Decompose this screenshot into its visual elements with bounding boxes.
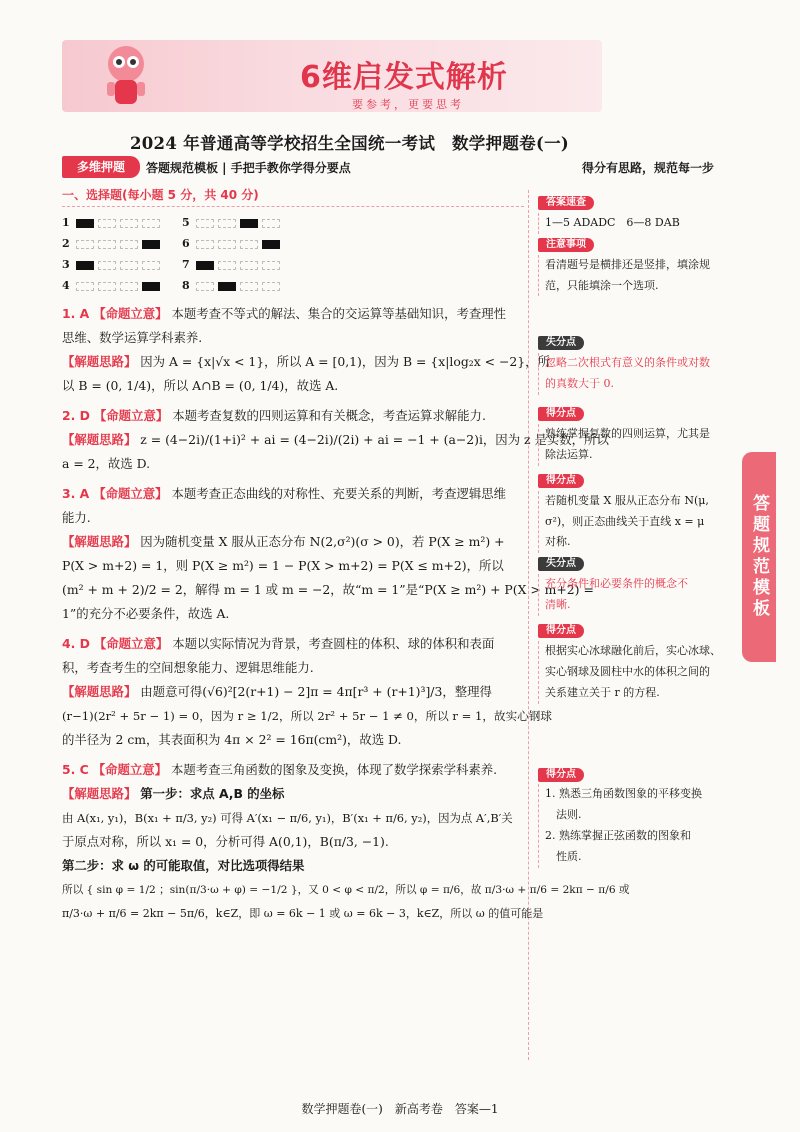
answer-row [62, 276, 182, 296]
step-heading: 第一步：求点 A,B 的坐标 [140, 786, 285, 801]
approach-tag: 【解题思路】 [62, 684, 137, 699]
answer-number: 5 [182, 215, 190, 229]
solution-text: 能力. [62, 510, 91, 525]
answer-number: 2 [62, 236, 70, 250]
score-point-heading: 得分点 [538, 624, 584, 638]
score-point-heading: 得分点 [538, 768, 584, 782]
score-point-text: 1. 熟悉三角函数图象的平移变换 [545, 787, 702, 801]
solution-text: π/3·ω + π/6 = 2kπ − 5π/6，k∈Z，即 ω = 6k − 1 或 ω = 6k − 3，k∈Z，所以 ω 的值可能是 [62, 907, 544, 920]
strip-right-text: 得分有思路，规范每一步 [581, 161, 714, 175]
solution-text: 本题以实际情况为背景，考查圆柱的体积、球的体积和表面 [172, 636, 495, 651]
solution-text: 所以 { sin φ = 1/2 ；sin(π/3·ω + φ) = −1/2 }，又 0 < φ < π/2，所以 φ = π/6，故 π/3·ω + π/6 = 2kπ − π/6 或 [62, 884, 630, 896]
question-number: 2. D [62, 408, 90, 423]
question-number: 4. D [62, 636, 90, 651]
score-point-text: 实心钢球及圆柱中水的体积之间的 [545, 664, 710, 678]
answer-number: 3 [62, 257, 70, 271]
header-strip [62, 156, 722, 178]
lose-point-text: 忽略二次根式有意义的条件或对数 [545, 356, 710, 370]
strip-text: 答题规范模板 | 手把手教你学得分要点 [146, 161, 351, 175]
intent-tag: 【命题立意】 [93, 636, 169, 651]
approach-tag: 【解题思路】 [62, 786, 137, 801]
lose-point-heading: 失分点 [538, 557, 584, 571]
answer-key: 1—5 ADADC 6—8 DAB [545, 215, 680, 229]
answer-row [182, 234, 302, 254]
approach-tag: 【解题思路】 [62, 354, 137, 369]
intent-tag: 【命题立意】 [93, 486, 168, 501]
lose-point-heading: 失分点 [538, 336, 584, 350]
note-text: 看清题号是横排还是竖排，填涂规 [545, 257, 710, 271]
solution-text: a = 2，故选 D. [62, 456, 151, 471]
solution-text: 本题考查正态曲线的对称性、充要关系的判断，考查逻辑思维 [171, 486, 507, 501]
solution-text: 积，考查考生的空间想象能力、逻辑思维能力. [62, 660, 314, 675]
solution-q1 [62, 302, 550, 398]
score-point-text: 对称. [545, 535, 571, 549]
solution-text: 因为 A = {x|√x < 1}，所以 A = [0,1)，因为 B = {x|log₂x < −2}，所 [140, 354, 550, 369]
question-number: 3. A [62, 486, 90, 501]
score-point-text: 性质. [545, 850, 582, 864]
question-number: 1. A [62, 306, 90, 321]
solution-text: 于原点对称，所以 x₁ = 0，分析可得 A(0,1)，B(π/3, −1). [62, 834, 389, 849]
score-point-text: 若随机变量 X 服从正态分布 N(μ, [545, 493, 709, 507]
section-heading: 一、选择题(每小题 5 分，共 40 分) [62, 186, 524, 207]
intent-tag: 【命题立意】 [93, 408, 169, 423]
exam-title: 2024 年普通高等学校招生全国统一考试 数学押题卷(一) [130, 134, 569, 153]
strip-tag: 多维押题 [62, 156, 140, 178]
lose-point-text: 的真数大于 0. [545, 377, 614, 391]
score-point-text: 根据实心冰球融化前后，实心冰球、 [545, 643, 721, 657]
answer-number: 7 [182, 257, 190, 271]
answer-number: 4 [62, 278, 70, 292]
answer-number: 8 [182, 278, 190, 292]
banner-title: 6维启发式解析 [300, 60, 508, 95]
solution-text: 1”的充分不必要条件，故选 A. [62, 606, 230, 621]
notes-column [538, 192, 728, 868]
score-point-text: 关系建立关于 r 的方程. [545, 685, 660, 699]
mascot-icon [95, 42, 157, 110]
intent-tag: 【命题立意】 [92, 762, 168, 777]
answer-row [182, 255, 302, 275]
banner-subtitle: 要参考，更要思考 [352, 98, 464, 111]
column-divider [528, 190, 529, 1060]
solution-text: (m² + m + 2)/2 = 2，解得 m = 1 或 m = −2，故“m = 1”是“P(X ≥ m²) + P(X > m+2) = [62, 582, 594, 597]
lose-point-text: 充分条件和必要条件的概念不 [545, 577, 688, 591]
solution-text: 由 A(x₁, y₁)，B(x₁ + π/3, y₂) 可得 A′(x₁ − π/6, y₁)，B′(x₁ + π/6, y₂)，因为点 A′,B′关 [62, 811, 513, 825]
solution-text: 本题考查不等式的解法、集合的交运算等基础知识，考查理性 [171, 306, 507, 321]
solution-text: 因为随机变量 X 服从正态分布 N(2,σ²)(σ > 0)，若 P(X ≥ m²) + [140, 534, 505, 549]
side-tab: 答题规范模板 [742, 452, 776, 662]
solution-text: 本题考查复数的四则运算和有关概念，考查运算求解能力. [172, 408, 486, 423]
answer-card-grid [62, 213, 302, 296]
intent-tag: 【命题立意】 [93, 306, 168, 321]
score-point-text: 法则. [545, 808, 582, 822]
answer-row [62, 213, 182, 233]
lose-point-text: 清晰. [545, 598, 571, 612]
page-footer: 数学押题卷(一) 新高考卷 答案—1 [301, 1102, 499, 1116]
notes-heading: 注意事项 [538, 238, 594, 252]
answer-row [62, 255, 182, 275]
approach-tag: 【解题思路】 [62, 432, 137, 447]
solution-text: (r−1)(2r² + 5r − 1) = 0，因为 r ≥ 1/2，所以 2r² + 5r − 1 ≠ 0，所以 r = 1，故实心钢球 [62, 709, 552, 723]
answer-key-heading: 答案速查 [538, 196, 594, 210]
answer-row [182, 276, 302, 296]
approach-tag: 【解题思路】 [62, 534, 137, 549]
answer-number: 6 [182, 236, 190, 250]
solution-text: 的半径为 2 cm，其表面积为 4π × 2² = 16π(cm²)，故选 D. [62, 732, 402, 747]
answer-row [182, 213, 302, 233]
solution-text: 以 B = (0, 1/4)，所以 A∩B = (0, 1/4)，故选 A. [62, 378, 339, 393]
note-text: 范，只能填涂一个选项. [545, 278, 659, 292]
solution-text: 本题考查三角函数的图象及变换，体现了数学探索学科素养. [171, 762, 498, 777]
answer-number: 1 [62, 215, 70, 229]
solution-text: 思维、数学运算学科素养. [62, 330, 203, 345]
score-point-text: 熟练掌握复数的四则运算，尤其是 [545, 427, 710, 441]
solution-text: 由题意可得(√6)²[2(r+1) − 2]π = 4π[r³ + (r+1)³]/3，整理得 [140, 684, 492, 699]
score-point-heading: 得分点 [538, 474, 584, 488]
score-point-text: 除法运算. [545, 447, 593, 461]
solution-text: z = (4−2i)/(1+i)² + ai = (4−2i)/(2i) + ai = −1 + (a−2)i，因为 z 是实数，所以 [140, 432, 609, 447]
score-point-text: 2. 熟练掌握正弦函数的图象和 [545, 829, 691, 843]
solution-q4 [62, 632, 552, 752]
step-heading: 第二步：求 ω 的可能取值，对比选项得结果 [62, 858, 305, 873]
score-point-heading: 得分点 [538, 407, 584, 421]
solution-text: P(X > m+2) = 1，则 P(X ≥ m²) = 1 − P(X > m+2) = P(X ≤ m+2)，所以 [62, 558, 504, 573]
score-point-text: σ²)，则正态曲线关于直线 x = μ [545, 514, 705, 528]
answer-row [62, 234, 182, 254]
question-number: 5. C [62, 762, 89, 777]
